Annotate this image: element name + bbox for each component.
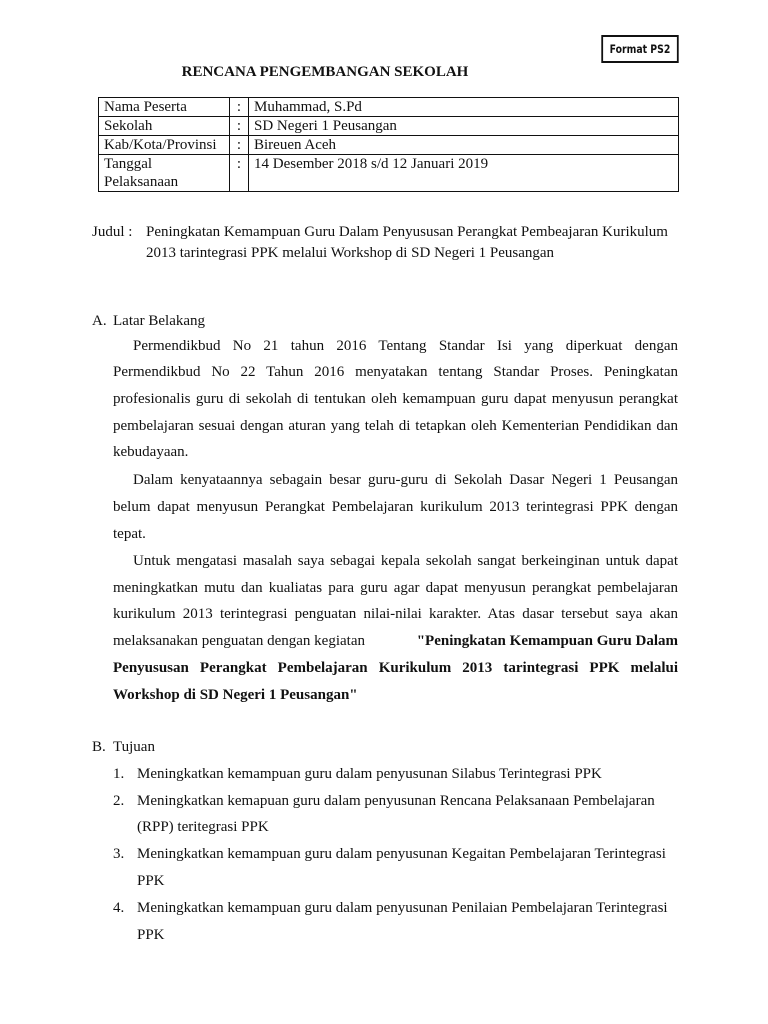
table-row bbox=[99, 98, 679, 117]
list-item: Meningkatkan kemampuan guru dalam penyusunan Penilaian Pembelajaran Terintegrasi bbox=[137, 900, 668, 916]
bold-title-text: "Peningkatan Kemampuan Guru Dalam bbox=[416, 633, 678, 649]
paragraph-line: tepat. bbox=[113, 526, 146, 542]
list-number: 2. bbox=[113, 793, 125, 809]
label: Kab/Kota/Provinsi bbox=[99, 136, 230, 155]
bold-title-line: Workshop di SD Negeri 1 Peusangan" bbox=[113, 687, 358, 703]
list-item: PPK bbox=[137, 927, 165, 943]
document-title: RENCANA PENGEMBANGAN SEKOLAH bbox=[181, 64, 469, 80]
paragraph-line: belum dapat menyusun Perangkat Pembelajaran kurikulum 2013 terintegrasi PPK dengan bbox=[113, 499, 678, 515]
paragraph-line: kebudayaan. bbox=[113, 444, 189, 460]
value: Muhammad, S.Pd bbox=[249, 98, 679, 117]
separator: : bbox=[230, 155, 249, 192]
value: 14 Desember 2018 s/d 12 Januari 2019 bbox=[249, 155, 679, 192]
section-b-marker: B. bbox=[92, 739, 106, 755]
paragraph-line: Untuk mengatasi masalah saya sebagai kepala sekolah sangat berkeinginan untuk dapat bbox=[133, 553, 678, 569]
paragraph-line: Permendikbud No 21 tahun 2016 Tentang Standar Isi yang diperkuat dengan bbox=[133, 338, 678, 354]
label: Tanggal Pelaksanaan bbox=[99, 155, 230, 192]
bold-title-line: Penyususan Perangkat Pembelajaran Kurikulum 2013 tarintegrasi PPK melalui bbox=[113, 660, 678, 676]
paragraph-line bbox=[113, 631, 678, 651]
list-item: Meningkatkan kemampuan guru dalam penyusunan Silabus Terintegrasi PPK bbox=[137, 766, 602, 782]
value: Bireuen Aceh bbox=[249, 136, 679, 155]
paragraph-line: Permendikbud No 22 Tahun 2016 menyatakan tentang Standar Proses. Peningkatan bbox=[113, 364, 678, 380]
plain-text: melaksanakan penguatan dengan kegiatan bbox=[113, 633, 365, 649]
list-item: PPK bbox=[137, 873, 165, 889]
info-table bbox=[98, 97, 679, 192]
list-item: Meningkatkan kemapuan guru dalam penyusunan Rencana Pelaksanaan Pembelajaran bbox=[137, 793, 655, 809]
list-item: (RPP) teritegrasi PPK bbox=[137, 819, 269, 835]
value: SD Negeri 1 Peusangan bbox=[249, 117, 679, 136]
list-number: 4. bbox=[113, 900, 125, 916]
list-item: Meningkatkan kemampuan guru dalam penyusunan Kegaitan Pembelajaran Terintegrasi bbox=[137, 846, 666, 862]
paragraph-line: kurikulum 2013 terintegrasi penguatan nilai-nilai karakter. Atas dasar tersebut saya akan bbox=[113, 606, 678, 622]
list-number: 1. bbox=[113, 766, 125, 782]
paragraph-line: profesionalis guru di sekolah di tentukan oleh kemampuan guru dapat menyusun perangkat bbox=[113, 391, 678, 407]
judul-line: 2013 tarintegrasi PPK melalui Workshop di SD Negeri 1 Peusangan bbox=[146, 245, 555, 261]
section-b-heading: Tujuan bbox=[113, 739, 155, 755]
separator: : bbox=[230, 136, 249, 155]
paragraph-line: pembelajaran sesuai dengan aturan yang telah di tetapkan oleh Kementerian Pendidikan dan bbox=[113, 418, 678, 434]
list-number: 3. bbox=[113, 846, 125, 862]
separator: : bbox=[230, 98, 249, 117]
judul-line: Peningkatan Kemampuan Guru Dalam Penyususan Perangkat Pembeajaran Kurikulum bbox=[146, 224, 668, 240]
table-row bbox=[99, 117, 679, 136]
section-a-marker: A. bbox=[92, 313, 107, 329]
paragraph-line: meningkatkan mutu dan kualiatas para guru agar dapat menyusun perangkat pembelajaran bbox=[113, 580, 678, 596]
table-row bbox=[99, 155, 679, 192]
label: Sekolah bbox=[99, 117, 230, 136]
format-label: Format PS2 bbox=[601, 35, 678, 63]
paragraph-line: Dalam kenyataannya sebagain besar guru-guru di Sekolah Dasar Negeri 1 Peusangan bbox=[133, 472, 678, 488]
table-row bbox=[99, 136, 679, 155]
separator: : bbox=[230, 117, 249, 136]
section-a-heading: Latar Belakang bbox=[113, 313, 206, 329]
label: Nama Peserta bbox=[99, 98, 230, 117]
judul-label: Judul : bbox=[92, 224, 133, 240]
